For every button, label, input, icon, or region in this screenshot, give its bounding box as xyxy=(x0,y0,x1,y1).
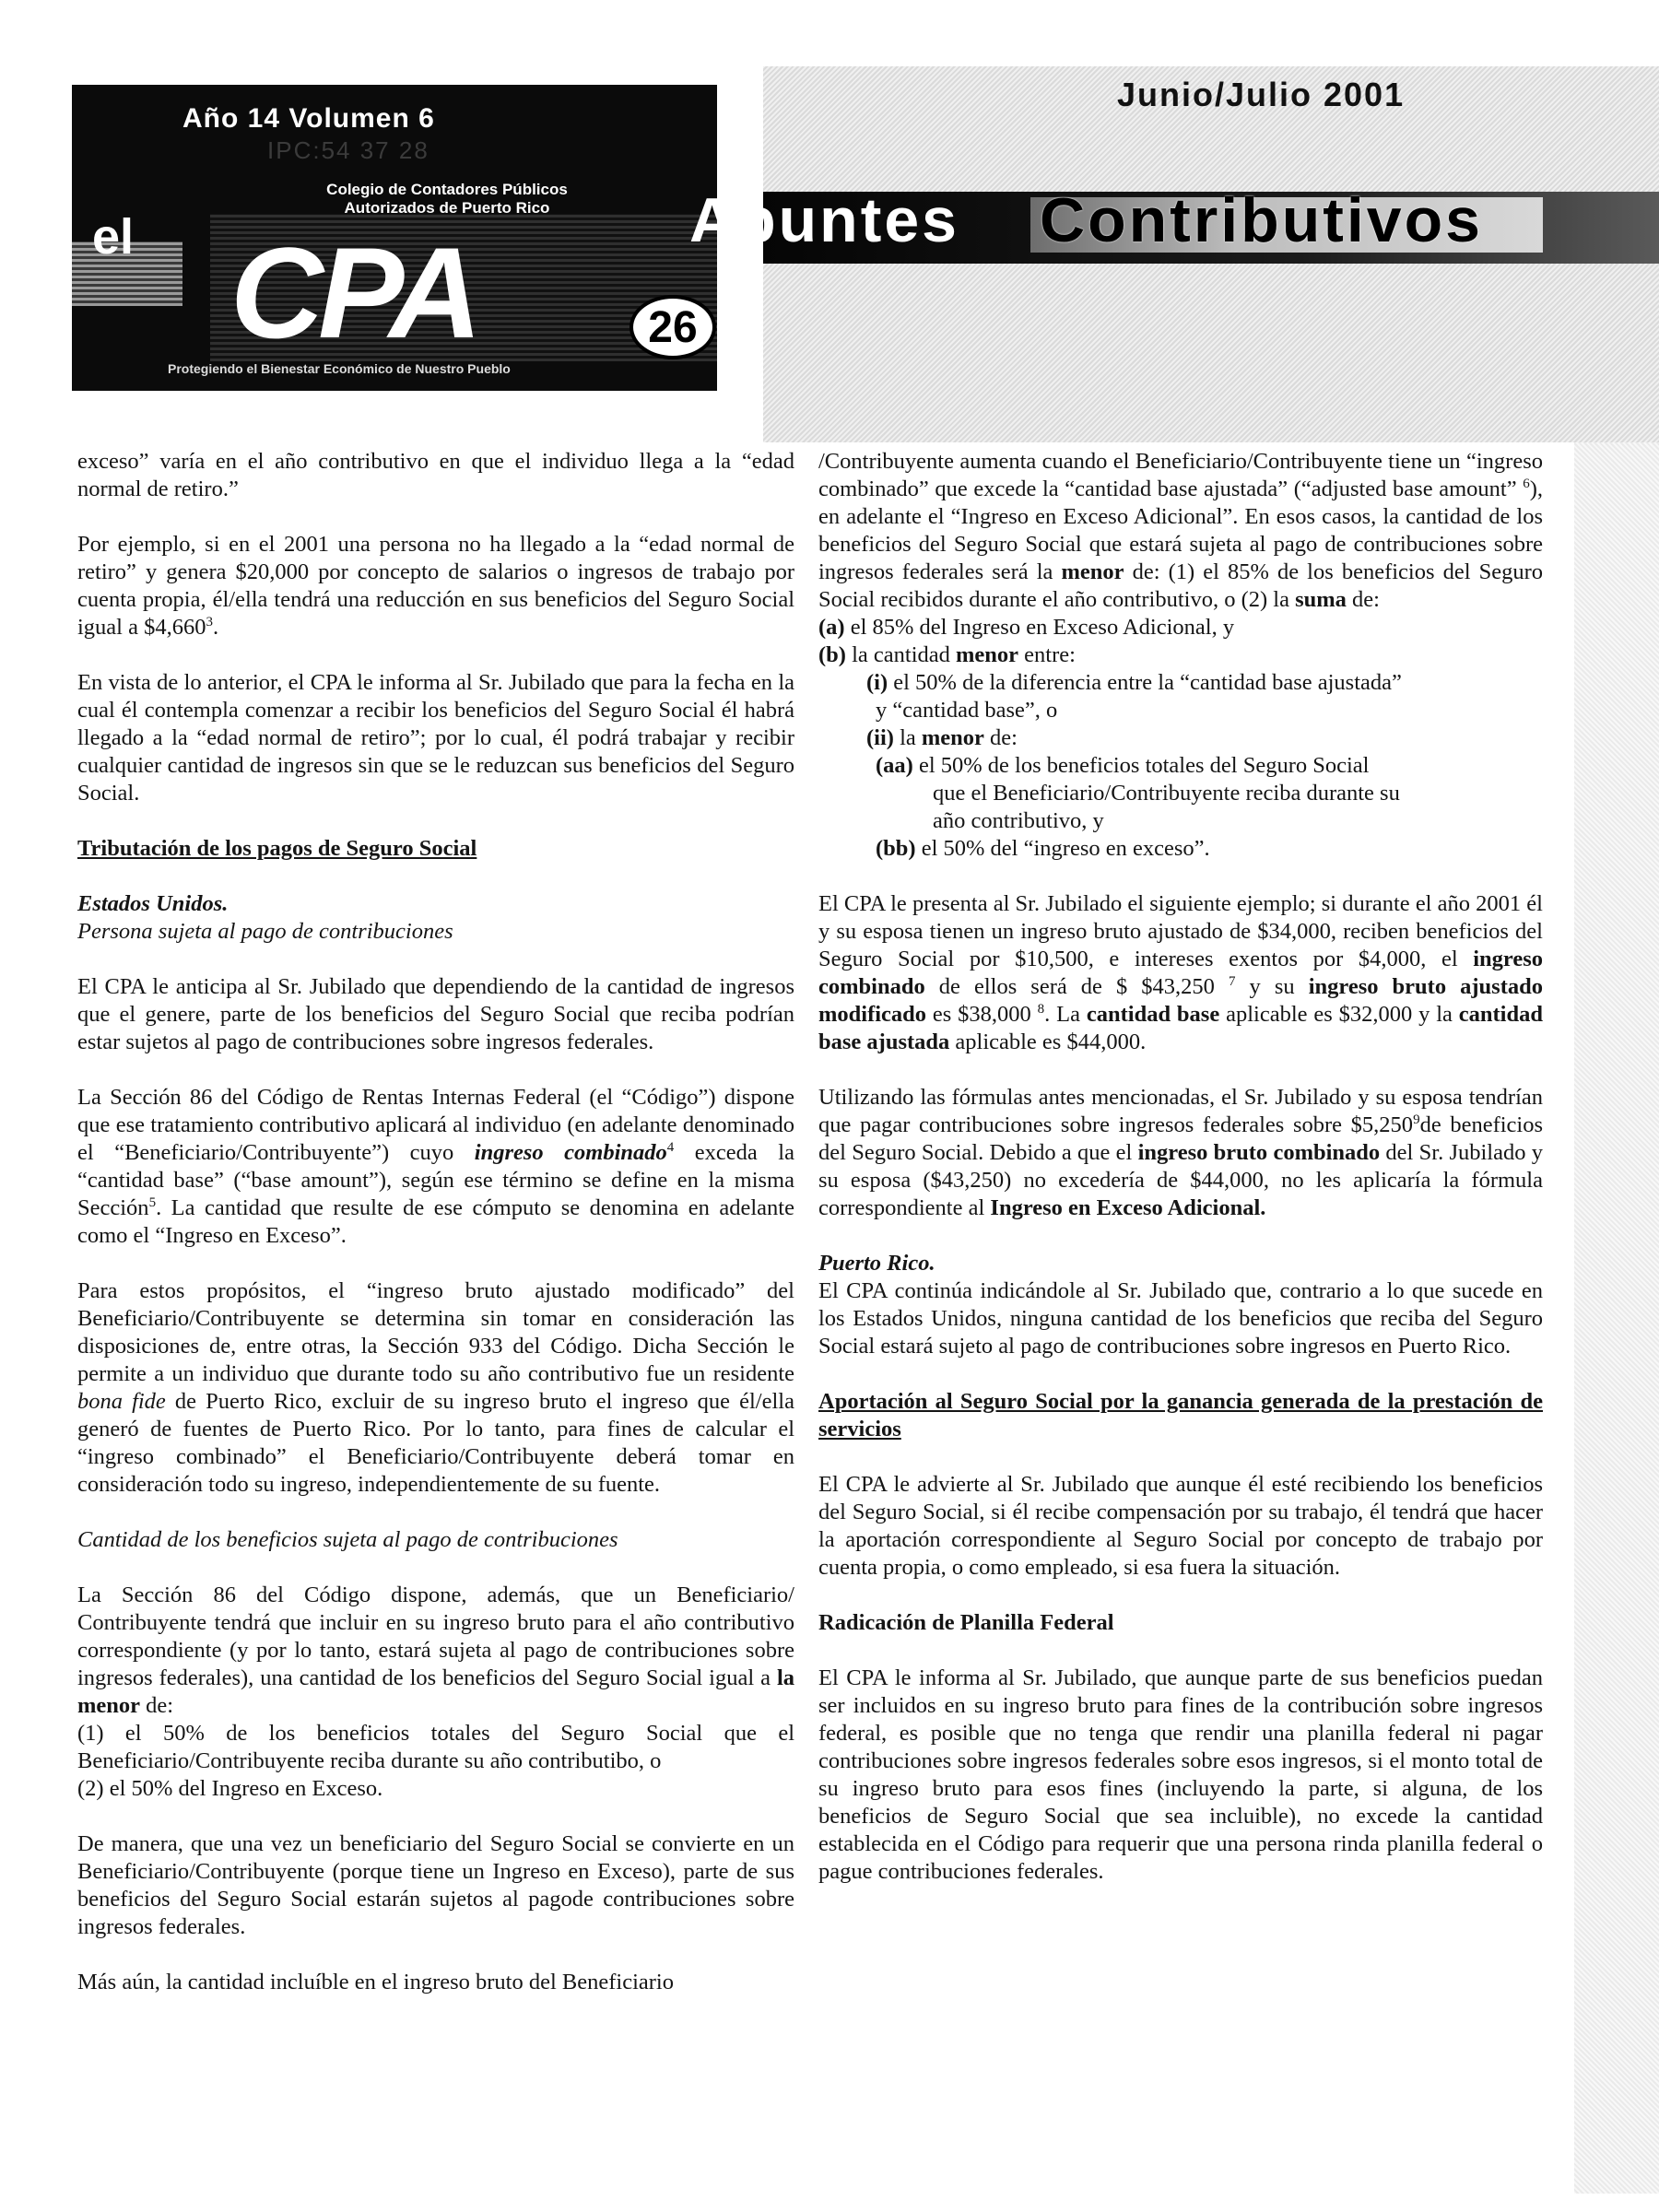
subheading: Cantidad de los beneficios sujeta al pago de contribuciones xyxy=(77,1527,618,1552)
section-heading: Aportación al Seguro Social por la ganancia generada de la prestación de servicios xyxy=(818,1389,1543,1441)
paragraph: Más aún, la cantidad incluíble en el ingreso bruto del Beneficiario xyxy=(77,1970,674,1994)
left-column xyxy=(77,448,794,2024)
list-item: (1) el 50% de los beneficios totales del Seguro Social que el Beneficiario/Contribuyente reciba durante su año contributibo, o xyxy=(77,1721,794,1773)
paragraph: El CPA continúa indicándole al Sr. Jubilado que, contrario a lo que sucede en los Estados Unidos, ninguna cantidad de los beneficios que reciba del Seguro Social estará sujeto al pago de contribuciones sobre ingresos en Puerto Rico. xyxy=(818,1278,1543,1359)
logo-cpa-word: CPA xyxy=(230,220,477,365)
list-item: año contributivo, y xyxy=(933,808,1104,833)
section-title-contributivos: Contributivos xyxy=(1040,185,1483,255)
paragraph: De manera, que una vez un beneficiario del Seguro Social se convierte en un Beneficiario/Contribuyente (porque tiene un Ingreso en Exceso), parte de sus beneficios del Seguro Social estarán sujetos al pagode contribuciones sobre ingresos federales. xyxy=(77,1831,794,1939)
paragraph: El CPA le advierte al Sr. Jubilado que aunque él esté recibiendo los beneficios del Seguro Social, si él recibe compensación por su trabajo, él tendrá que hacer la aportación correspondiente al Seguro Social por concepto de trabajo por cuenta propia, o como empleado, si esa fuera la situación. xyxy=(818,1472,1543,1580)
organization-name: Colegio de Contadores Públicos Autorizados de Puerto Rico xyxy=(326,181,568,217)
footnote-ref: 6 xyxy=(1523,476,1530,491)
paragraph: El CPA le presenta al Sr. Jubilado el siguiente ejemplo; si durante el año 2001 él y su esposa tienen un ingreso bruto ajustado de $34,000, reciben beneficios del Seguro Social por $10,500, e intereses exentos por $4,000, el ingreso combinado de ellos será de $ $43,250 $^7$ y su ingreso bruto ajustado modificado es $38,000 $^8$. La cantidad base aplicable es $32,000 y la cantidad base ajustada aplicable es $44,000. xyxy=(818,891,1543,1054)
section-heading: Tributación de los pagos de Seguro Social xyxy=(77,836,477,861)
logo-tagline: Protegiendo el Bienestar Económico de Nuestro Pueblo xyxy=(168,361,511,376)
paragraph: Para estos propósitos, el “ingreso bruto ajustado modificado” del Beneficiario/Contribuyente se determina sin tomar en consideración las disposiciones de, entre otras, la Sección 933 del Código. Dicha Sección le permite a un individuo que durante todo su año contributivo fue un residente bona fide de Puerto Rico, excluir de su ingreso bruto el ingreso que él/ella generó de fuentes de Puerto Rico. Por lo tanto, para fines de calcular el “ingreso combinado” el Beneficiario/Contribuyente deberá tomar en consideración todo su ingreso, independientemente de su fuente. xyxy=(77,1278,794,1497)
list-item: (aa) el 50% de los beneficios totales del Seguro Social xyxy=(876,753,1370,778)
list-item: (i) el 50% de la diferencia entre la “cantidad base ajustada” xyxy=(866,670,1402,695)
footnote-ref: 9 xyxy=(1413,1112,1420,1127)
paragraph: Por ejemplo, si en el 2001 una persona no ha llegado a la “edad normal de retiro” y genera $20,000 por concepto de salarios o ingresos de trabajo por cuenta propia, él/ella tendrá una reducción en sus beneficios del Seguro Social igual a $4,660$^3$. xyxy=(77,532,794,640)
logo-el-word: el xyxy=(92,209,135,265)
footnote-ref: 4 xyxy=(666,1139,675,1155)
paragraph: Utilizando las fórmulas antes mencionadas, el Sr. Jubilado y su esposa tendrían que pagar contribuciones sobre ingresos federales sobre $5,250$^9$de beneficios del Seguro Social. Debido a que el ingreso bruto combinado del Sr. Jubilado y su esposa ($43,250) no excedería de $44,000, no les aplicaría la fórmula correspondiente al Ingreso en Exceso Adicional. xyxy=(818,1085,1544,1220)
paragraph: La Sección 86 del Código dispone, además, que un Beneficiario/ Contribuyente tendrá que incluir en su ingreso bruto para el año contributivo correspondiente (y por lo tanto, estará sujeta al pago de contribuciones sobre ingresos federales), una cantidad de los beneficios del Seguro Social igual a la menor de: xyxy=(77,1583,794,1718)
paragraph: En vista de lo anterior, el CPA le informa al Sr. Jubilado que para la fecha en la cual él contempla comenzar a recibir los beneficios del Seguro Social él habrá llegado a la “edad normal de retiro”; por lo cual, él podrá trabajar y recibir cualquier cantidad de ingresos sin que se le reduzcan sus beneficios del Seguro Social. xyxy=(77,670,794,806)
section-title-apuntes: Apuntes xyxy=(689,185,959,255)
list-item: (a) el 85% del Ingreso en Exceso Adicional, y xyxy=(818,615,1235,640)
list-item: (bb) el 50% del “ingreso en exceso”. xyxy=(876,836,1210,861)
paragraph: /Contribuyente aumenta cuando el Beneficiario/Contribuyente tiene un “ingreso combinado” que excede la “cantidad base ajustada” (“adjusted base amount” $^6$), en adelante el “Ingreso en Exceso Adicional”. En esos casos, la cantidad de los beneficios del Seguro Social que estará sujeta al pago de contribuciones sobre ingresos federales será la menor de: (1) el 85% de los beneficios del Seguro Social recibidos durante el año contributivo, o (2) la suma de: xyxy=(818,449,1544,612)
paragraph: exceso” varía en el año contributivo en que el individuo llega a la “edad normal de retiro.” xyxy=(77,449,794,501)
footnote-ref: 7 xyxy=(1228,973,1236,989)
list-item: (2) el 50% del Ingreso en Exceso. xyxy=(77,1776,383,1801)
subheading: Persona sujeta al pago de contribuciones xyxy=(77,919,453,944)
subheading-estados-unidos: Estados Unidos. xyxy=(77,891,229,916)
list-item: (ii) la menor de: xyxy=(866,725,1018,750)
paragraph: La Sección 86 del Código de Rentas Internas Federal (el “Código”) dispone que ese tratamiento contributivo aplicará al individuo (en adelante denominado el “Beneficiario/Contribuyente”) cuyo ingreso combinado$^4$ exceda la “cantidad base” (“base amount”), según ese término se define en la misma Sección$^5$. La cantidad que resulte de ese cómputo se denomina en adelante como el “Ingreso en Exceso”. xyxy=(77,1085,794,1248)
list-item: y “cantidad base”, o xyxy=(876,698,1058,723)
footnote-ref: 5 xyxy=(148,1194,157,1210)
list-item: que el Beneficiario/Contribuyente reciba durante su xyxy=(933,781,1400,806)
footnote-ref: 8 xyxy=(1037,1001,1045,1017)
subheading-puerto-rico: Puerto Rico. xyxy=(818,1251,935,1276)
right-edge-hatch xyxy=(1574,442,1659,2194)
paragraph: El CPA le informa al Sr. Jubilado, que aunque parte de sus beneficios puedan ser incluidos en su ingreso bruto para fines de la contribución sobre ingresos federal, es posible que no tenga que rendir una planilla federal ni pagar contribuciones sobre ingresos federales sobre esos ingresos, si el monto total de su ingreso bruto para esos fines (incluyendo la parte, si alguna, de los beneficios de Seguro Social que sea incluible), no excede la cantidad establecida en el Código para requerir que una persona rinda planilla federal o pague contribuciones federales. xyxy=(818,1665,1543,1884)
footnote-ref: 3 xyxy=(206,614,213,629)
list-item: (b) la cantidad menor entre: xyxy=(818,642,1076,667)
right-column xyxy=(818,448,1543,1913)
issue-date: Junio/Julio 2001 xyxy=(1117,76,1406,113)
section-heading: Radicación de Planilla Federal xyxy=(818,1610,1114,1635)
faint-number-strip: IPC:54 37 28 xyxy=(267,136,429,164)
page-number: 26 xyxy=(629,295,716,359)
issue-volume: Año 14 Volumen 6 xyxy=(182,103,435,134)
paragraph: El CPA le anticipa al Sr. Jubilado que dependiendo de la cantidad de ingresos que el genere, parte de los beneficios del Seguro Social que reciba podrían estar sujetos al pago de contribuciones sobre ingresos federales. xyxy=(77,974,794,1054)
